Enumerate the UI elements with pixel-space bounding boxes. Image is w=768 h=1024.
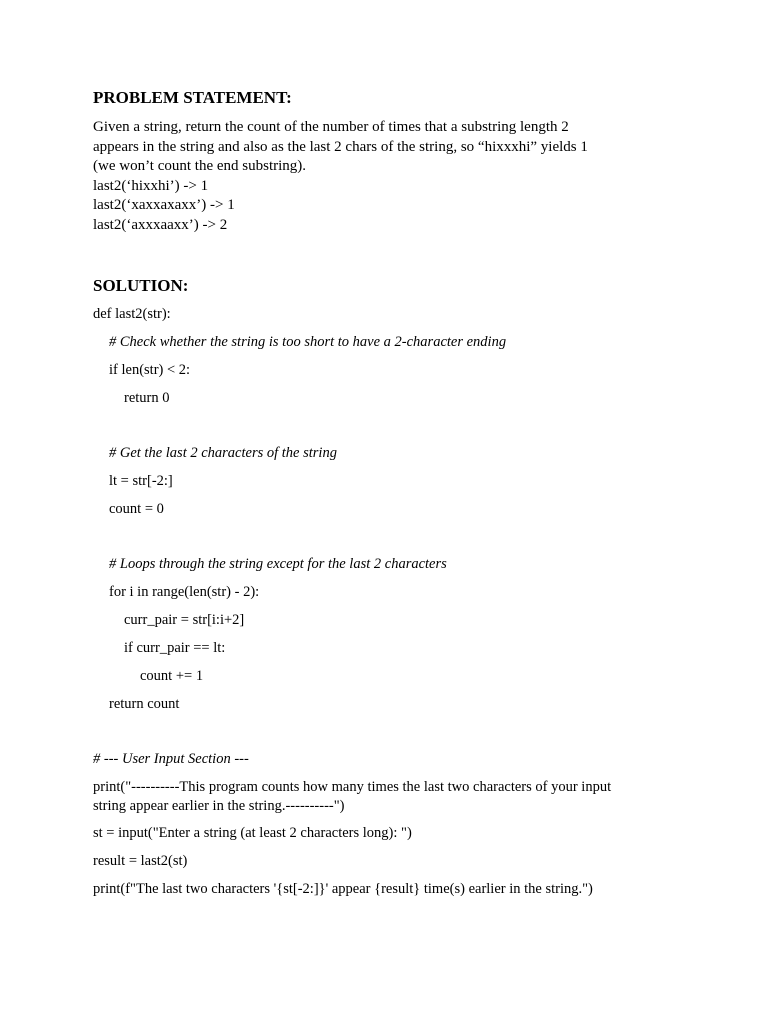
problem-text: [93, 118, 673, 235]
code-line: st = input("Enter a string (at least 2 characters long): "): [93, 825, 412, 841]
problem-line: Given a string, return the count of the number of times that a substring length 2: [93, 119, 569, 135]
problem-line: (we won’t count the end substring).: [93, 158, 307, 174]
example-line: last2(‘axxxaaxx’) -> 2: [93, 216, 228, 233]
code-comment: # Get the last 2 characters of the string: [109, 445, 337, 461]
code-line: for i in range(len(str) - 2):: [109, 584, 260, 600]
code-line: curr_pair = str[i:i+2]: [124, 612, 245, 628]
code-line: count = 0: [109, 501, 164, 517]
example-line: last2(‘hixxhi’) -> 1: [93, 177, 209, 194]
code-line: count += 1: [140, 668, 204, 684]
solution-heading: SOLUTION:: [93, 276, 189, 295]
code-line: def last2(str):: [93, 306, 171, 322]
code-line: print("----------This program counts how many times the last two characters of your input: [93, 779, 612, 795]
code-comment: # Check whether the string is too short to have a 2-character ending: [109, 334, 507, 350]
code-line: return count: [109, 696, 180, 712]
code-line: return 0: [124, 390, 170, 406]
code-line: string appear earlier in the string.----------"): [93, 798, 345, 814]
code-line: lt = str[-2:]: [109, 473, 173, 489]
code-line: print(f"The last two characters '{st[-2:]}' appear {result} time(s) earlier in the string."): [93, 881, 593, 897]
code-line: if curr_pair == lt:: [124, 640, 226, 656]
code-line: result = last2(st): [93, 853, 188, 869]
code-comment: # Loops through the string except for the last 2 characters: [109, 556, 447, 572]
problem-line: appears in the string and also as the last 2 chars of the string, so “hixxxhi” yields 1: [93, 138, 588, 155]
code-line: if len(str) < 2:: [109, 362, 191, 378]
problem-heading: PROBLEM STATEMENT:: [93, 88, 292, 107]
code-comment: # --- User Input Section ---: [93, 751, 249, 767]
example-line: last2(‘xaxxaxaxx’) -> 1: [93, 197, 235, 213]
